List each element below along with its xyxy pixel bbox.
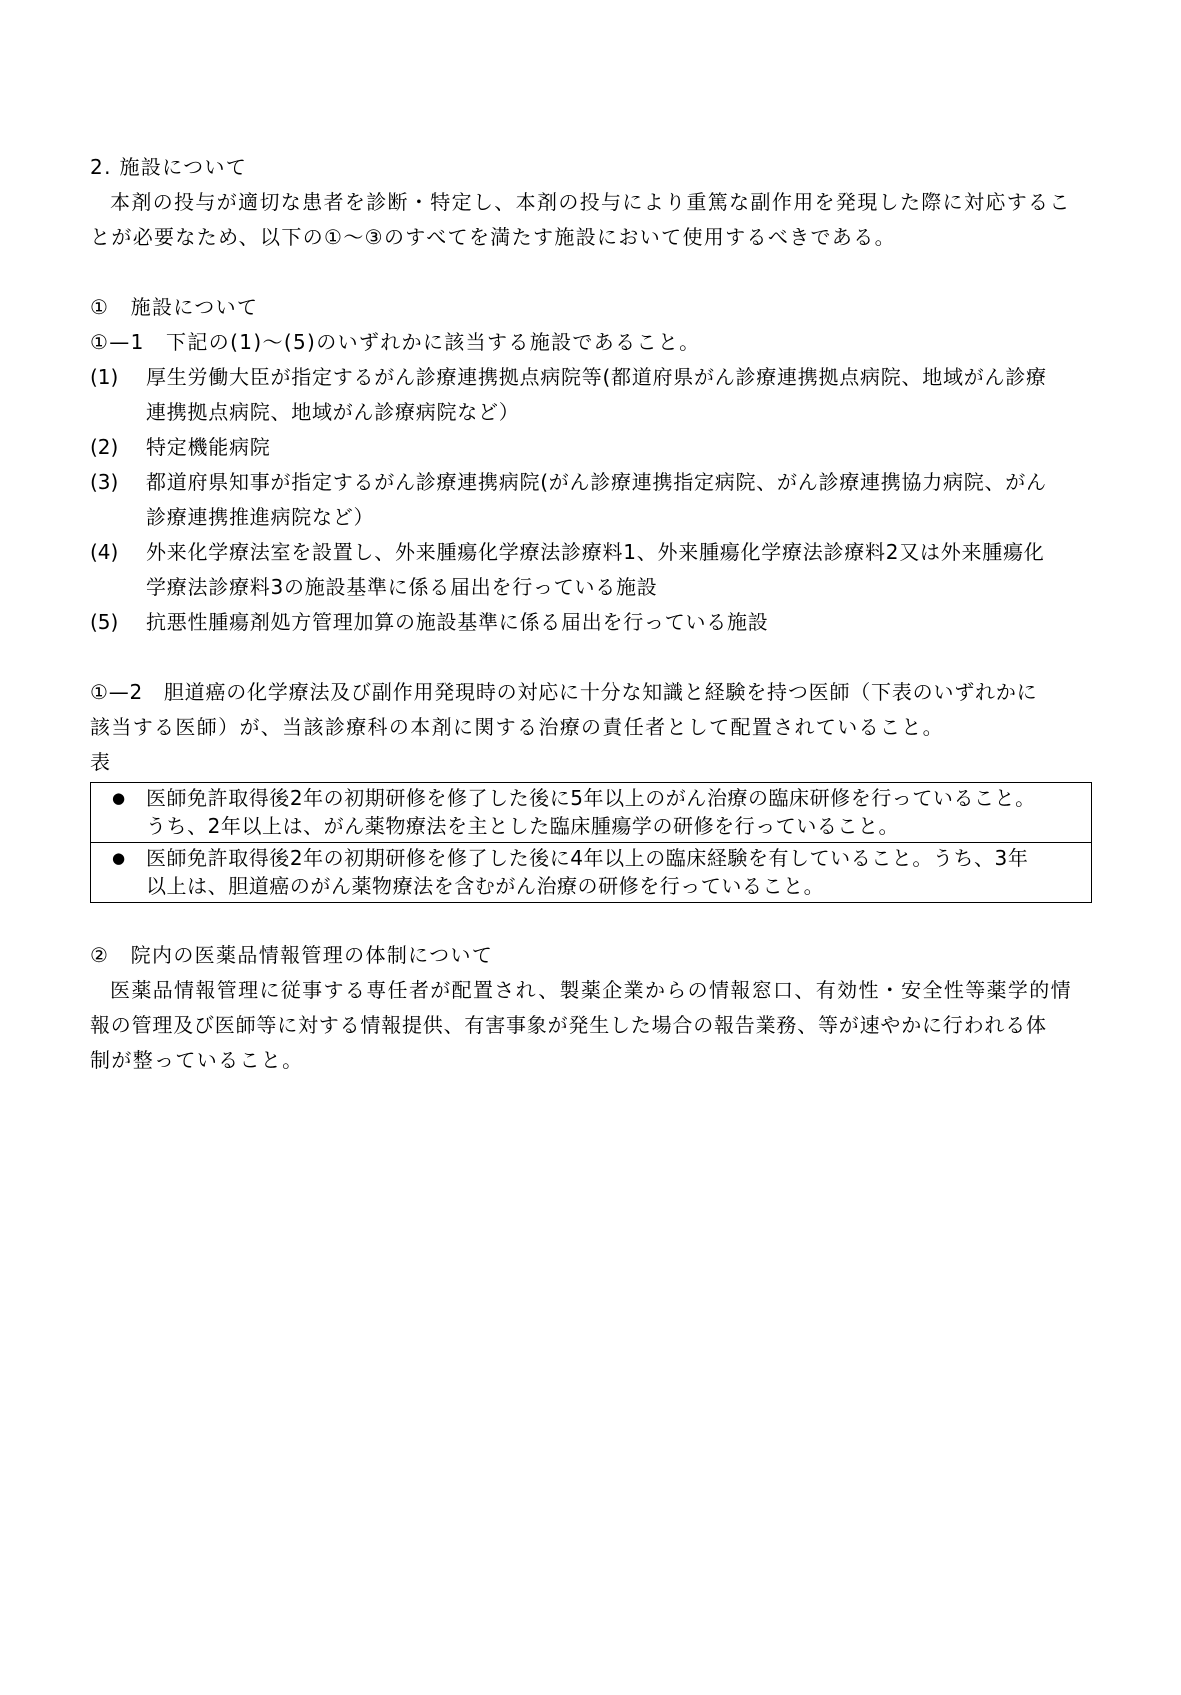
item-line: 特定機能病院: [146, 435, 271, 459]
sub1-2-line: 該当する医師）が、当該診療科の本剤に関する治療の責任者として配置されていること。: [90, 715, 944, 739]
table-label: 表: [90, 750, 112, 774]
table-cell-line: 医師免許取得後2年の初期研修を修了した後に5年以上のがん治療の臨床研修を行っていること。: [146, 786, 1036, 810]
item-line: 抗悪性腫瘍剤処方管理加算の施設基準に係る届出を行っている施設: [146, 610, 769, 634]
sub1-heading: ① 施設について: [90, 295, 259, 319]
sub2-body-line: 制が整っていること。: [90, 1048, 304, 1072]
item-number: (3): [90, 470, 119, 494]
sub2-body-line: 医薬品情報管理に従事する専任者が配置され、製薬企業からの情報窓口、有効性・安全性等薬学的情: [110, 978, 1072, 1002]
document-page: [90, 150, 1090, 1078]
spacer: [90, 640, 1090, 675]
bullet-icon: ●: [111, 849, 126, 867]
sub1-1-heading: ①—1 下記の(1)～(5)のいずれかに該当する施設であること。: [90, 330, 701, 354]
spacer: [90, 255, 1090, 290]
item-number: (1): [90, 365, 119, 389]
item-line: 外来化学療法室を設置し、外来腫瘍化学療法診療料1、外来腫瘍化学療法診療料2又は外来腫瘍化: [146, 540, 1045, 564]
intro-line: とが必要なため、以下の①～③のすべてを満たす施設において使用するべきである。: [90, 225, 896, 249]
item-line: 厚生労働大臣が指定するがん診療連携拠点病院等(都道府県がん診療連携拠点病院、地域がん診療: [146, 365, 1047, 389]
bullet-icon: ●: [111, 789, 126, 807]
table-cell-line: 以上は、胆道癌のがん薬物療法を含むがん治療の研修を行っていること。: [146, 874, 825, 898]
item-line: 診療連携推進病院など）: [146, 505, 375, 529]
intro-line: 本剤の投与が適切な患者を診断・特定し、本剤の投与により重篤な副作用を発現した際に対応するこ: [110, 190, 1071, 214]
item-number: (4): [90, 540, 119, 564]
sub2-body-line: 報の管理及び医師等に対する情報提供、有害事象が発生した場合の報告業務、等が速やかに行われる体: [90, 1013, 1047, 1037]
table-cell: [91, 843, 1092, 903]
table-row: [91, 843, 1092, 903]
requirements-table: [90, 782, 1092, 903]
spacer: [90, 903, 1090, 938]
section-heading: 2. 施設について: [90, 155, 248, 179]
list-item: [90, 605, 1090, 640]
table-cell: [91, 783, 1092, 843]
item-line: 学療法診療料3の施設基準に係る届出を行っている施設: [146, 575, 658, 599]
item-number: (5): [90, 610, 119, 634]
list-item: [90, 360, 1090, 430]
table-cell-line: 医師免許取得後2年の初期研修を修了した後に4年以上の臨床経験を有していること。うち、3年: [146, 846, 1029, 870]
list-item: [90, 535, 1090, 605]
item-number: (2): [90, 435, 119, 459]
table-row: [91, 783, 1092, 843]
item-line: 連携拠点病院、地域がん診療病院など）: [146, 400, 520, 424]
item-line: 都道府県知事が指定するがん診療連携病院(がん診療連携指定病院、がん診療連携協力病院、がん: [146, 470, 1047, 494]
sub2-heading: ② 院内の医薬品情報管理の体制について: [90, 943, 494, 967]
table-cell-line: うち、2年以上は、がん薬物療法を主とした臨床腫瘍学の研修を行っていること。: [146, 814, 900, 838]
sub1-2-line: ①—2 胆道癌の化学療法及び副作用発現時の対応に十分な知識と経験を持つ医師（下表のいずれかに: [90, 680, 1038, 704]
list-item: [90, 465, 1090, 535]
list-item: [90, 430, 1090, 465]
